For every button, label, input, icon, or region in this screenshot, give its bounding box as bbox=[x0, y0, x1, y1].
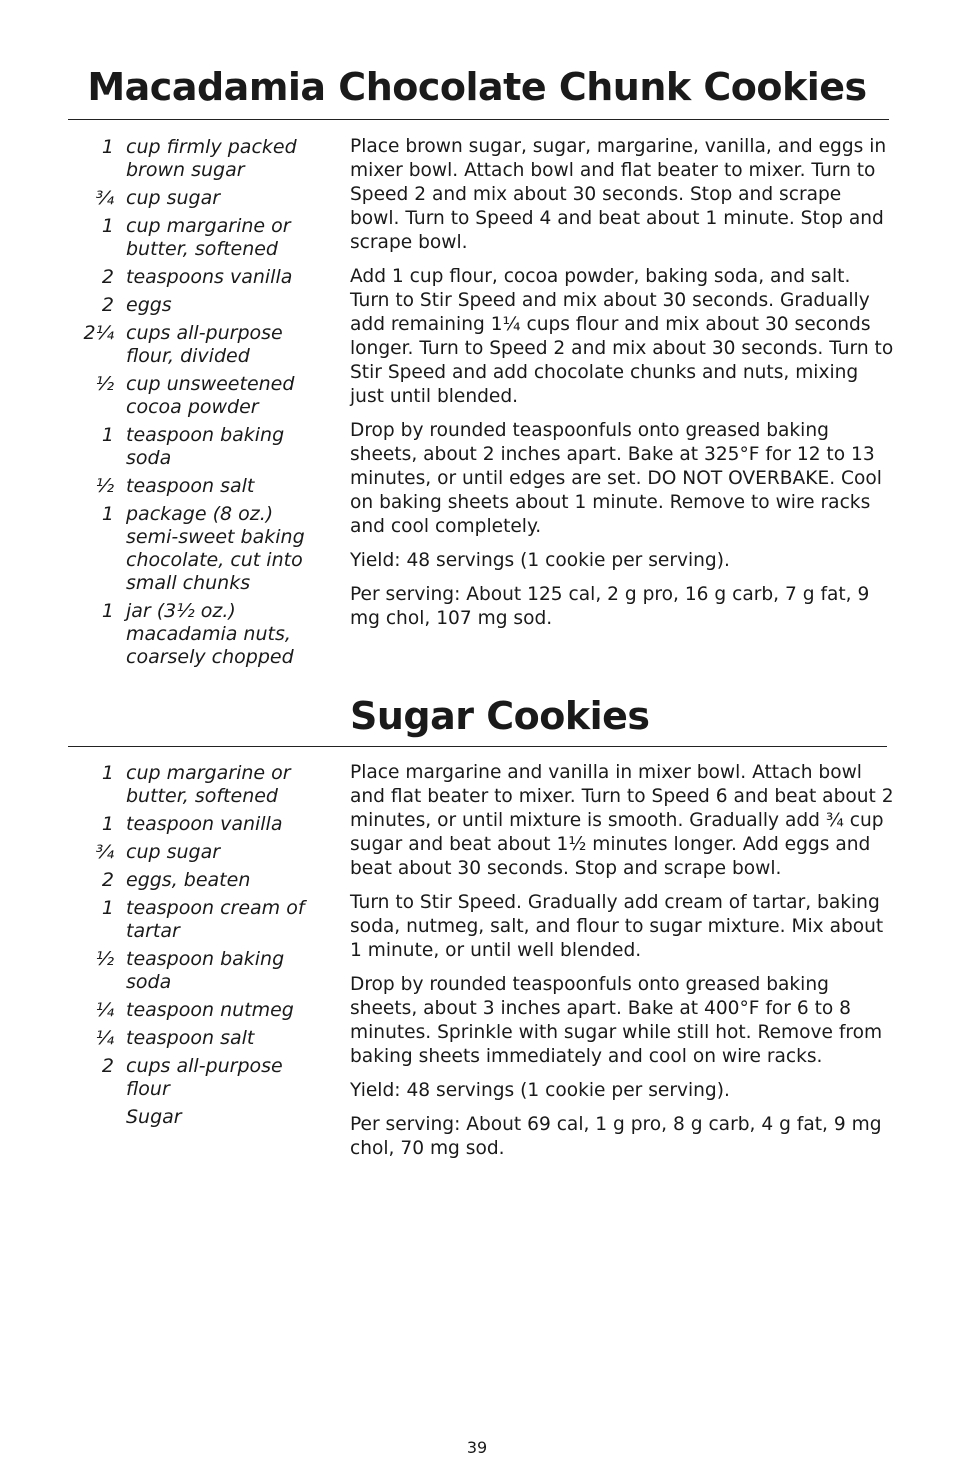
direction-paragraph: Per serving: About 69 cal, 1 g pro, 8 g carb, 4 g fat, 9 mg chol, 70 mg sod. bbox=[350, 1114, 882, 1159]
direction-paragraph: Place margarine and vanilla in mixer bowl. Attach bowl and flat beater to mixer. Turn to Speed 6 and beat about 2 minutes, or until mixture is smooth. Gradually add ¾ cup sugar and beat about 1½ minutes longer. Add eggs and beat about 30 seconds. Stop and scrape bowl. bbox=[350, 762, 894, 879]
direction-paragraph: Yield: 48 servings (1 cookie per serving). bbox=[350, 1080, 730, 1101]
ingredient-quantity bbox=[80, 1106, 126, 1129]
ingredient-description: cups all-purpose flour bbox=[126, 1055, 283, 1100]
ingredient-item bbox=[80, 322, 325, 368]
title-divider bbox=[68, 119, 889, 120]
ingredient-item bbox=[80, 1027, 325, 1050]
direction-paragraph: Place brown sugar, sugar, margarine, vanilla, and eggs in mixer bowl. Attach bowl and flat beater to mixer. Turn to Speed 2 and mix about 30 seconds. Stop and scrape bowl. Turn to Speed 4 and beat about 1 minute. Stop and scrape bowl. bbox=[350, 136, 887, 253]
ingredient-quantity: ½ bbox=[95, 948, 114, 970]
ingredient-item bbox=[80, 600, 325, 669]
ingredient-item bbox=[80, 869, 325, 892]
ingredient-item bbox=[80, 762, 325, 808]
ingredient-item bbox=[80, 475, 325, 498]
ingredient-item bbox=[80, 136, 325, 182]
direction-paragraph: Turn to Stir Speed. Gradually add cream of tartar, baking soda, nutmeg, salt, and flour to sugar mixture. Mix about 1 minute, or until well blended. bbox=[350, 892, 884, 961]
ingredient-quantity: 1 bbox=[101, 813, 114, 835]
directions-sugar-cookies bbox=[350, 761, 895, 1171]
page-number: 39 bbox=[466, 1438, 488, 1457]
ingredient-description: eggs bbox=[126, 294, 172, 316]
ingredient-item bbox=[80, 897, 325, 943]
ingredient-quantity: 2¼ bbox=[83, 322, 114, 344]
ingredient-quantity: 1 bbox=[101, 424, 114, 446]
ingredient-item bbox=[80, 215, 325, 261]
recipe-title-sugar-cookies: Sugar Cookies bbox=[350, 694, 650, 738]
ingredient-description: cup unsweetened cocoa powder bbox=[126, 373, 295, 418]
ingredient-item bbox=[80, 373, 325, 419]
ingredient-description: jar (3½ oz.) macadamia nuts, coarsely chopped bbox=[126, 600, 294, 668]
ingredient-item bbox=[80, 503, 325, 595]
ingredient-quantity: 2 bbox=[101, 1055, 114, 1077]
ingredient-item bbox=[80, 266, 325, 289]
ingredient-quantity: ¼ bbox=[95, 1027, 114, 1049]
ingredient-item bbox=[80, 1106, 325, 1129]
ingredient-quantity: ½ bbox=[95, 475, 114, 497]
ingredient-description: teaspoons vanilla bbox=[126, 266, 293, 288]
recipe-title-macadamia: Macadamia Chocolate Chunk Cookies bbox=[87, 65, 867, 109]
ingredient-item bbox=[80, 294, 325, 317]
ingredient-quantity: 2 bbox=[101, 266, 114, 288]
ingredient-item bbox=[80, 187, 325, 210]
ingredient-item bbox=[80, 948, 325, 994]
ingredients-list-macadamia bbox=[80, 136, 325, 674]
direction-paragraph: Drop by rounded teaspoonfuls onto greased baking sheets, about 3 inches apart. Bake at 400°F for 6 to 8 minutes. Sprinkle with sugar while still hot. Remove from baking sheets immediately and cool on wire racks. bbox=[350, 974, 883, 1067]
ingredient-description: package (8 oz.) semi-sweet baking chocolate, cut into small chunks bbox=[126, 503, 305, 594]
ingredient-quantity: 1 bbox=[101, 503, 114, 525]
ingredient-description: teaspoon vanilla bbox=[126, 813, 283, 835]
ingredient-description: cups all-purpose flour, divided bbox=[126, 322, 283, 367]
ingredient-description: cup firmly packed brown sugar bbox=[126, 136, 297, 181]
ingredient-quantity: 1 bbox=[101, 600, 114, 622]
directions-macadamia bbox=[350, 135, 895, 641]
ingredient-description: teaspoon salt bbox=[126, 1027, 255, 1049]
direction-paragraph: Drop by rounded teaspoonfuls onto greased baking sheets, about 2 inches apart. Bake at 325°F for 12 to 13 minutes, or until edges are set. DO NOT OVERBAKE. Cool on baking sheets about 1 minute. Remove to wire racks and cool completely. bbox=[350, 420, 882, 537]
ingredient-quantity: 1 bbox=[101, 215, 114, 237]
ingredient-description: eggs, beaten bbox=[126, 869, 251, 891]
direction-paragraph: Yield: 48 servings (1 cookie per serving). bbox=[350, 550, 730, 571]
ingredient-quantity: 1 bbox=[101, 897, 114, 919]
ingredient-item bbox=[80, 999, 325, 1022]
ingredient-quantity: 2 bbox=[101, 869, 114, 891]
ingredient-description: teaspoon baking soda bbox=[126, 424, 285, 469]
ingredient-description: teaspoon cream of tartar bbox=[126, 897, 305, 942]
ingredient-quantity: ¼ bbox=[95, 999, 114, 1021]
ingredient-item bbox=[80, 1055, 325, 1101]
ingredient-item bbox=[80, 841, 325, 864]
ingredient-description: Sugar bbox=[126, 1106, 182, 1128]
ingredient-quantity: 1 bbox=[101, 762, 114, 784]
ingredient-description: teaspoon nutmeg bbox=[126, 999, 294, 1021]
title-divider bbox=[68, 746, 887, 747]
ingredient-description: cup margarine or butter, softened bbox=[126, 762, 291, 807]
ingredient-description: cup margarine or butter, softened bbox=[126, 215, 291, 260]
direction-paragraph: Per serving: About 125 cal, 2 g pro, 16 g carb, 7 g fat, 9 mg chol, 107 mg sod. bbox=[350, 584, 870, 629]
ingredient-description: teaspoon baking soda bbox=[126, 948, 285, 993]
ingredient-description: cup sugar bbox=[126, 841, 221, 863]
ingredient-description: teaspoon salt bbox=[126, 475, 255, 497]
ingredient-item bbox=[80, 813, 325, 836]
ingredient-item bbox=[80, 424, 325, 470]
ingredient-quantity: ¾ bbox=[95, 187, 114, 209]
ingredient-quantity: ¾ bbox=[95, 841, 114, 863]
ingredients-list-sugar-cookies bbox=[80, 762, 325, 1134]
ingredient-quantity: ½ bbox=[95, 373, 114, 395]
ingredient-quantity: 1 bbox=[101, 136, 114, 158]
direction-paragraph: Add 1 cup flour, cocoa powder, baking soda, and salt. Turn to Stir Speed and mix about 30 seconds. Gradually add remaining 1¼ cups flour and mix about 30 seconds longer. Turn to Speed 2 and mix about 30 seconds. Turn to Stir Speed and add chocolate chunks and nuts, mixing just until blended. bbox=[350, 266, 894, 407]
ingredient-description: cup sugar bbox=[126, 187, 221, 209]
ingredient-quantity: 2 bbox=[101, 294, 114, 316]
